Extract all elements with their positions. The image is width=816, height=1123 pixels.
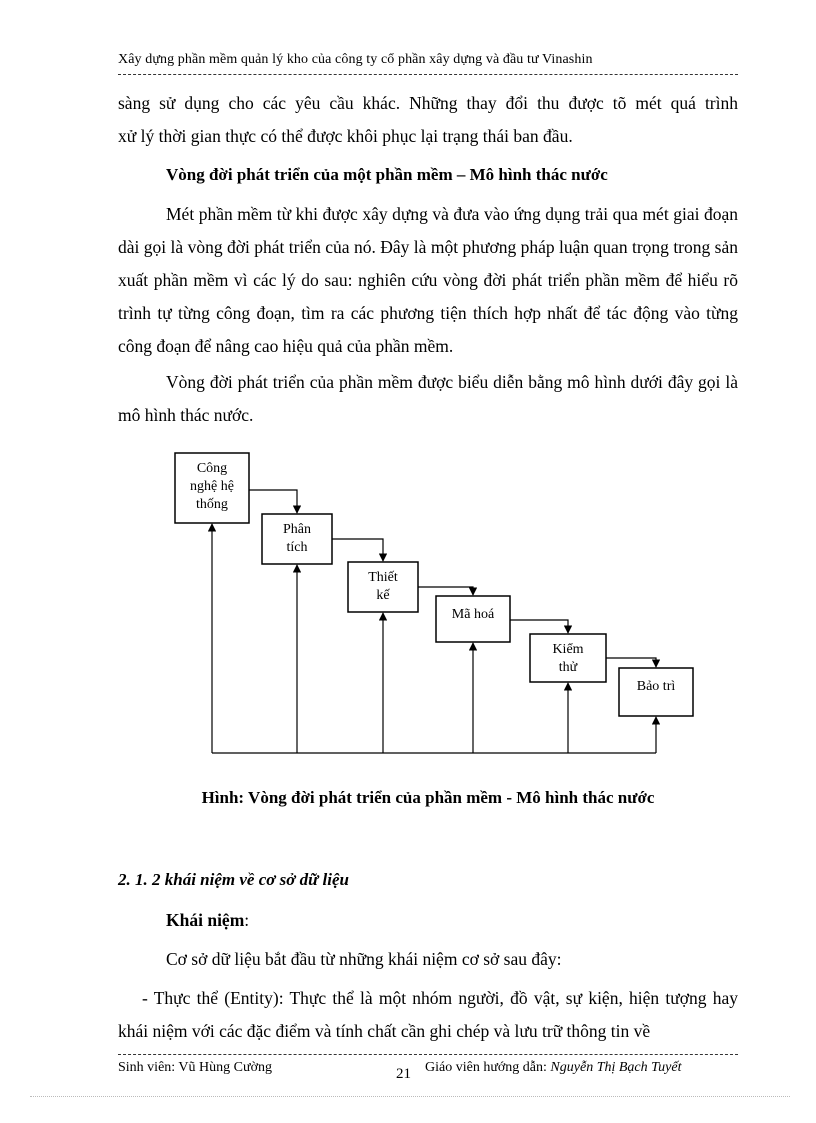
intro-paragraph: Cơ sở dữ liệu bắt đầu từ những khái niệm cơ sở sau đây: (166, 949, 562, 969)
stage-6-label-line-1: Bảo trì (636, 679, 676, 694)
stage-1-label-line-1: Công (196, 461, 228, 476)
figure-caption: Hình: Vòng đời phát triển của phần mềm - Mô hình thác nước (201, 788, 655, 807)
waterfall-heading: Vòng đời phát triển của một phần mềm – Mô hình thác nước (166, 165, 608, 184)
stage-3-label-line-2: kế (376, 588, 390, 603)
stage-2-label-line-2: tích (286, 540, 308, 555)
stage-1-label-line-3: thống (196, 497, 228, 512)
entity-paragraph: - Thực thể (Entity): Thực thể là một nhóm người, đồ vật, sự kiện, hiện tượng hay khái niệm với các đặc điểm và tính chất cần ghi chép và lưu trữ thông tin về (118, 988, 738, 1041)
stage-box-1 (175, 453, 249, 523)
stage-box-2 (262, 514, 332, 564)
paragraph-1-line-1: sàng sử dụng cho các yêu cầu khác. Những thay đổi thu được tõ mét quá trình (118, 93, 738, 113)
page-header: Xây dựng phần mềm quản lý kho của công ty cổ phần xây dựng và đầu tư Vinashin (118, 52, 593, 67)
stage-3-label-line-1: Thiết (368, 570, 398, 585)
page-bottom-border (30, 1096, 790, 1097)
stage-box-3 (348, 562, 418, 612)
concept-label: Khái niệm (166, 910, 245, 930)
stage-4-label-line-1: Mã hoá (451, 607, 495, 622)
footer-teacher-label: Giáo viên hướng dẫn: (425, 1060, 551, 1075)
page-number: 21 (396, 1066, 411, 1082)
stage-2-label-line-1: Phân (283, 522, 311, 537)
footer-teacher (425, 1060, 681, 1076)
footer-teacher-name: Nguyễn Thị Bạch Tuyết (550, 1060, 682, 1075)
footer-student: Sinh viên: Vũ Hùng Cường (118, 1060, 272, 1075)
paragraph-1-line-2: xử lý thời gian thực có thể được khôi phục lại trạng thái ban đầu. (118, 126, 573, 146)
paragraph-3: Vòng đời phát triển của phần mềm được biểu diễn bằng mô hình dưới đây gọi là mô hình thác nước. (118, 372, 738, 425)
stage-box-5 (530, 634, 606, 682)
stage-1-label-line-2: nghệ hệ (190, 479, 234, 494)
stage-5-label-line-1: Kiểm (552, 642, 584, 657)
concept-colon: : (244, 910, 250, 930)
section-title: 2. 1. 2 khái niệm về cơ sở dữ liệu (118, 870, 350, 889)
stage-box-6 (619, 668, 693, 716)
concept-heading (118, 904, 738, 937)
paragraph-2: Mét phần mềm từ khi được xây dựng và đưa vào ứng dụng trải qua mét giai đoạn dài gọi là vòng đời phát triển của nó. Đây là một phương pháp luận quan trọng trong sản xuất phần mềm vì các lý do sau: nghiên cứu vòng đời phát triển phần mềm để hiểu rõ trình tự từng công đoạn, tìm ra các phương tiện thích hợp nhất để tác động vào từng công đoạn để nâng cao hiệu quả của phần mềm. (118, 204, 738, 356)
footer-divider (118, 1054, 738, 1055)
stage-5-label-line-2: thử (558, 660, 578, 675)
stage-box-4 (436, 596, 510, 642)
